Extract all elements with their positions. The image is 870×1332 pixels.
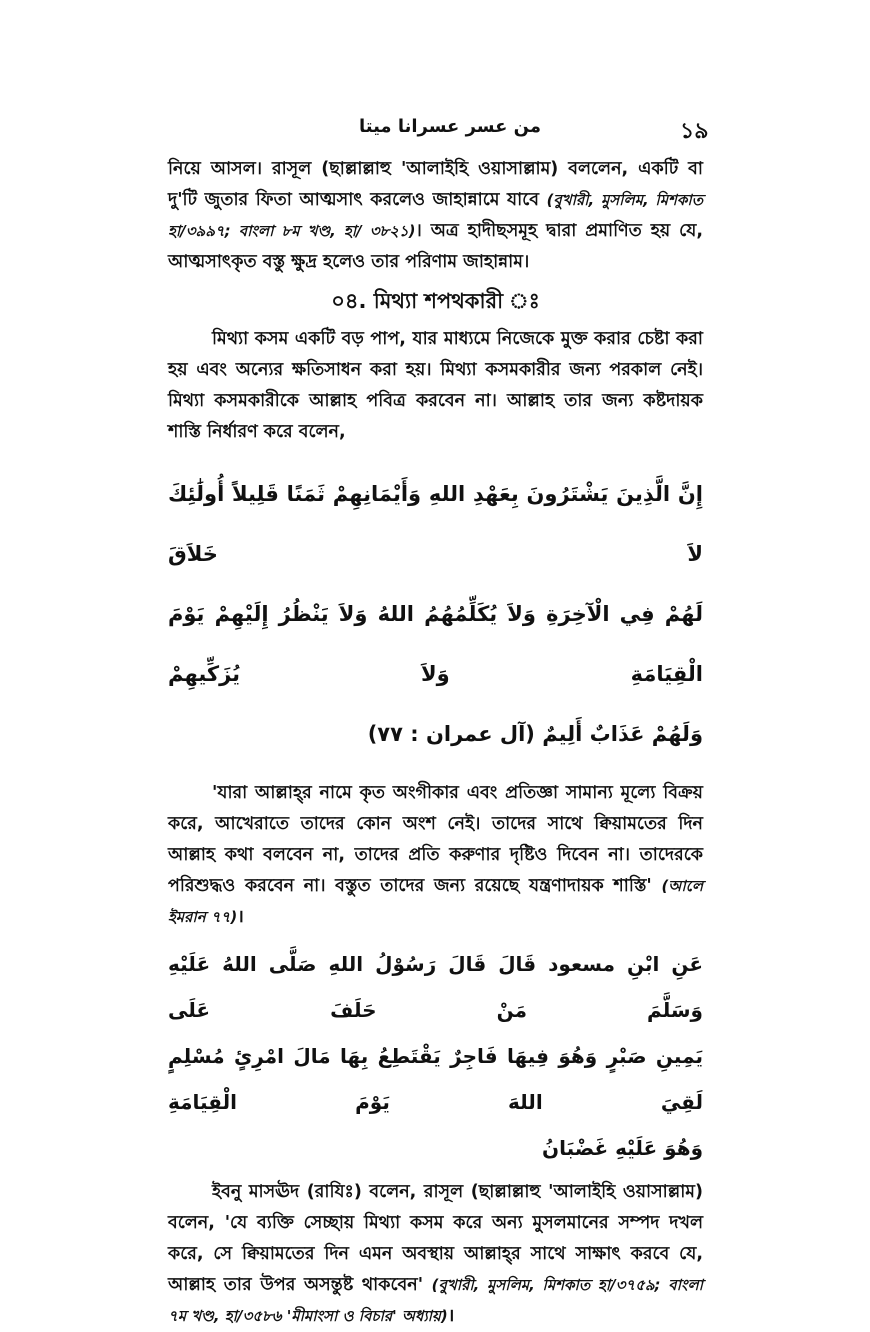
section-intro-paragraph: মিথ্যা কসম একটি বড় পাপ, যার মাধ্যমে নিজেকে মুক্ত করার চেষ্টা করা হয় এবং অন্যের ক্ষতিসাধন করা হয়। মিথ্যা কসমকারীর জন্য পরকাল নেই। মিথ্যা কসমকারীকে আল্লাহ পবিত্র করবেন না। আল্লাহ তার জন্য কষ্টদায়ক শাস্তি নির্ধারণ করে বলেন, — [168, 329, 703, 442]
hadith-arabic — [168, 941, 703, 1171]
arabic-verse-line: وَلَهُمْ عَذَابٌ أَلِيمٌ (آل عمران : ٧٧) — [367, 722, 703, 746]
citation: (আলে ইমরান ৭৭) — [168, 877, 703, 926]
translation-text: 'যারা আল্লাহ্‌র নামে কৃত অংগীকার এবং প্রতিজ্ঞা সামান্য মূল্যে বিক্রয় করে, আখেরাতে তাদের কোন অংশ নেই। তাদের সাথে ক্বিয়ামতের দিন আল্লাহ কথা বলবেন না, তাদের প্রতি করুণার দৃষ্টিও দিবেন না। তাদেরকে পরিশুদ্ধও করবেন না। বস্তুত তাদের জন্য রয়েছে যন্ত্রণাদায়ক শাস্তি' — [168, 783, 703, 896]
continued-paragraph — [168, 154, 703, 278]
paragraph-text-tail: । অত্র হাদীছসমূহ দ্বারা প্রমাণিত হয় যে, আত্মসাৎকৃত বস্তু ক্ষুদ্র হলেও তার পরিণাম জাহান্নাম। — [168, 221, 704, 272]
citation: (বুখারী, মুসলিম, মিশকাত হা/৩৯৯৭; বাংলা ৮ম খণ্ড, হা/ ৩৮২১) — [168, 191, 703, 240]
translation-text: ইবনু মাসঊদ (রাযিঃ) বলেন, রাসূল (ছাল্লাল্লাহু 'আলাইহি ওয়াসাল্লাম) বলেন, 'যে ব্যক্তি সেচ্ছায় মিথ্যা কসম করে অন্য মুসলমানের সম্পদ দখল করে, সে ক্বিয়ামতের দিন এমন অবস্থায় আল্লাহ্‌র সাথে সাক্ষাৎ করবে যে, আল্লাহ তার উপর অসন্তুষ্ট থাকবেন' — [168, 1182, 703, 1295]
arabic-hadith-line: يَمِينِ صَبْرٍ وَهُوَ فِيهَا فَاجِرٌ يَقْتَطِعُ بِهَا مَالَ امْرِئٍ مُسْلِمٍ لَقِيَ اللهَ يَوْمَ الْقِيَامَةِ — [168, 1044, 703, 1114]
arabic-verse-line: لَهُمْ فِي الْآخِرَةِ وَلاَ يُكَلِّمُهُمُ اللهُ وَلاَ يَنْظُرُ إِلَيْهِمْ يَوْمَ الْقِيَامَةِ وَلاَ يُزَكِّيهِمْ — [168, 602, 703, 686]
running-title: من عسر عسرانا ميتا — [358, 116, 542, 137]
arabic-hadith-line: وَهُوَ عَلَيْهِ غَضْبَانُ — [542, 1136, 703, 1160]
page-body — [168, 154, 703, 1332]
page-header — [0, 114, 870, 150]
section-heading: ০৪. মিথ্যা শপথকারী ঃ — [331, 289, 540, 313]
quran-verse — [168, 464, 703, 764]
arabic-verse-line: إِنَّ الَّذِينَ يَشْتَرُونَ بِعَهْدِ اللهِ وَأَيْمَانِهِمْ ثَمَنًا قَلِيلاً أُولَٰئِكَ لاَ خَلاَقَ — [168, 482, 703, 566]
verse-translation — [168, 778, 703, 933]
arabic-hadith-line: عَنِ ابْنِ مسعود قَالَ قَالَ رَسُوْلُ اللهِ صَلَّى اللهُ عَلَيْهِ وَسَلَّمَ مَنْ حَلَفَ عَلَى — [168, 952, 703, 1022]
translation-end: । — [447, 1306, 455, 1326]
citation: (বুখারী, মুসলিম, মিশকাত হা/৩৭৫৯; বাংলা ৭ম খণ্ড, হা/৩৫৮৬ 'মীমাংসা ও বিচার' অধ্যায়) — [168, 1276, 703, 1325]
translation-end: । — [237, 907, 244, 927]
paragraph-text: নিয়ে আসল। রাসূল (ছাল্লাল্লাহু 'আলাইহি ওয়াসাল্লাম) বললেন, একটি বা দু'টি জুতার ফিতা আত্মসাৎ করলেও জাহান্নামে যাবে — [168, 159, 703, 210]
page-number: ১৯ — [680, 118, 709, 144]
hadith-translation — [168, 1177, 703, 1332]
